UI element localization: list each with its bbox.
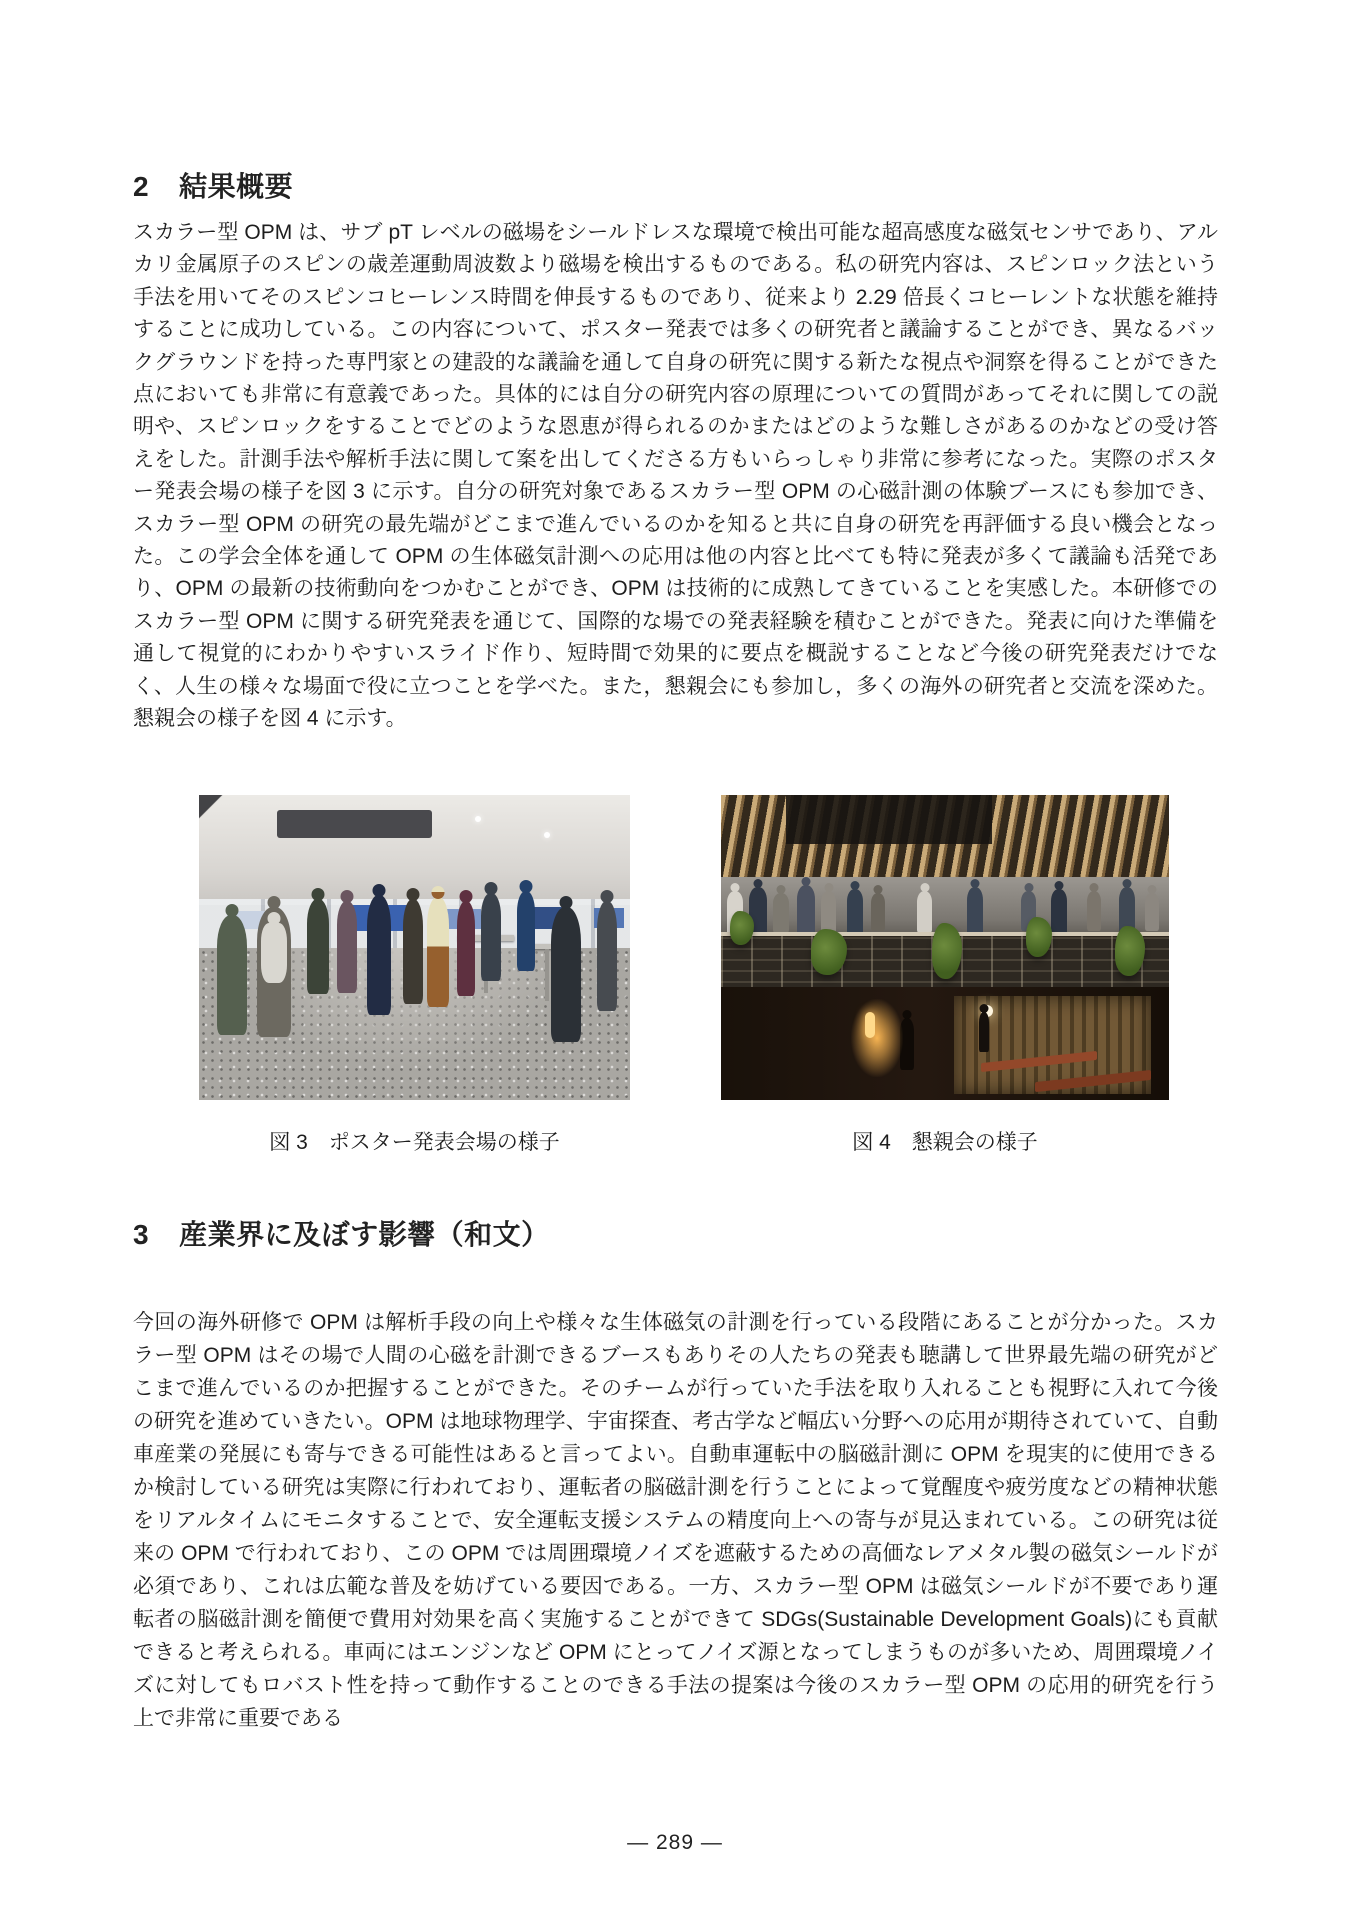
person-silhouette [1051,889,1067,935]
person-silhouette [773,893,789,933]
person-silhouette [337,901,357,993]
person-silhouette [427,897,449,1007]
person-silhouette [403,899,423,1004]
section-3-heading [133,1213,550,1253]
photo-ceiling-vent [277,810,432,837]
wall-lamp-icon [865,1012,875,1038]
person-silhouette [847,889,863,935]
figure-3-caption: 図 3 ポスター発表会場の様子 [269,1131,560,1154]
page-number: — 289 — [627,1831,723,1854]
section-2-body-text: スカラー型 OPM は、サブ pT レベルの磁場をシールドレスな環境で検出可能な超高感度な磁気センサであり、アルカリ金属原子のスピンの歳差運動周波数より磁場を検出するものである。私の研究内容は、スピンロック法という手法を用いてそのスピンコヒーレンス時間を伸長するものであり、従来より 2.29 倍長くコヒーレントな状態を維持することに成功している。この内容について、ポスター発表では多くの研究者と議論することができ、異なるバックグラウンドを持った専門家との建設的な議論を通して自身の研究に関する新たな視点や洞察を得ることができた点においても非常に有意義であった。具体的には自分の研究内容の原理についての質問があってそれに関しての説明や、スピンロックをすることでどのような恩恵が得られるのかまたはどのような難しさがあるのかなどの受け答えをした。計測手法や解析手法に関して案を出してくださる方もいらっしゃり非常に参考になった。実際のポスター発表会場の様子を図 3 に示す。自分の研究対象であるスカラー型 OPM の心磁計測の体験ブースにも参加でき、スカラー型 OPM の研究の最先端がどこまで進んでいるのかを知ると共に自身の研究を再評価する良い機会となった。この学会全体を通して OPM の生体磁気計測への応用は他の内容と比べても特に発表が多くて議論も活発であり、OPM の最新の技術動向をつかむことができ、OPM は技術的に成熟してきていることを実感した。本研修でのスカラー型 OPM に関する研究発表を通じて、国際的な場での発表経験を積むことができた。発表に向けた準備を通して視覚的にわかりやすいスライド作り、短時間で効果的に要点を概説することなど今後の研究発表だけでなく、人生の様々な場面で役に立つことを学べた。また，懇親会にも参加し，多くの海外の研究者と交流を深めた。懇親会の様子を図 4 に示す。 [133,221,1218,731]
wall-lamp-glow [851,999,903,1077]
person-silhouette [979,1012,989,1052]
figure-4-caption: 図 4 懇親会の様子 [852,1131,1038,1154]
figures-row [133,795,1218,1175]
section-2-title: 結果概要 [179,171,294,203]
person-silhouette [1087,891,1101,931]
person-silhouette [797,885,815,939]
person-silhouette [457,901,475,996]
backpack [261,923,287,983]
person-silhouette [967,887,983,937]
person-silhouette [481,893,501,981]
person-silhouette [871,893,885,931]
person-silhouette [597,901,617,1011]
section-2-number: 2 [133,171,150,203]
person-silhouette [217,915,247,1035]
section-2-heading [133,165,293,205]
section-3-body-text: 今回の海外研修で OPM は解析手段の向上や様々な生体磁気の計測を行っている段階にあることが分かった。スカラー型 OPM はその場で人間の心磁を計測できるブースもありその人たちの発表も聴講して世界最先端の研究がどこまで進んでいるのか把握することができた。そのチームが行っていた手法を取り入れることも視野に入れて今後の研究を進めていきたい。OPM は地球物理学、宇宙探査、考古学など幅広い分野への応用が期待されていて、自動車産業の発展にも寄与できる可能性はあると言ってよい。自動車運転中の脳磁計測に OPM を現実的に使用できるか検討している研究は実際に行われており、運転者の脳磁計測を行うことによって覚醒度や疲労度などの精神状態をリアルタイムにモニタすることで、安全運転支援システムの精度向上への寄与が見込まれている。この研究は従来の OPM で行われており、この OPM では周囲環境ノイズを遮蔽するための高価なレアメタル製の磁気シールドが必須であり、これは広範な普及を妨げている要因である。一方、スカラー型 OPM は磁気シールドが不要であり運転者の脳磁計測を簡便で費用対効果を高く実施することができて SDGs(Sustainable Development Goals)にも貢献できると考えられる。車両にはエンジンなど OPM にとってノイズ源となってしまうものが多いため、周囲環境ノイズに対してもロバスト性を持って動作することのできる手法の提案は今後のスカラー型 OPM の応用的研究を行う上で非常に重要である [133,1311,1218,1730]
section-3-title: 産業界に及ぼす影響（和文） [179,1219,550,1251]
person-silhouette [1145,893,1159,931]
section-3-number: 3 [133,1219,150,1251]
figure-4-photo-banquet [721,795,1169,1100]
person-silhouette [821,891,836,933]
figure-4 [721,795,1169,1156]
person-silhouette [917,891,932,933]
person-silhouette [517,891,535,971]
photo-wood-ceiling [721,795,1169,880]
figure-3 [199,795,630,1156]
figure-3-photo-poster-session [199,795,630,1100]
person-silhouette [367,895,391,1015]
photo-ceiling-light [544,832,550,838]
person-silhouette [307,899,329,994]
person-silhouette [551,907,581,1042]
